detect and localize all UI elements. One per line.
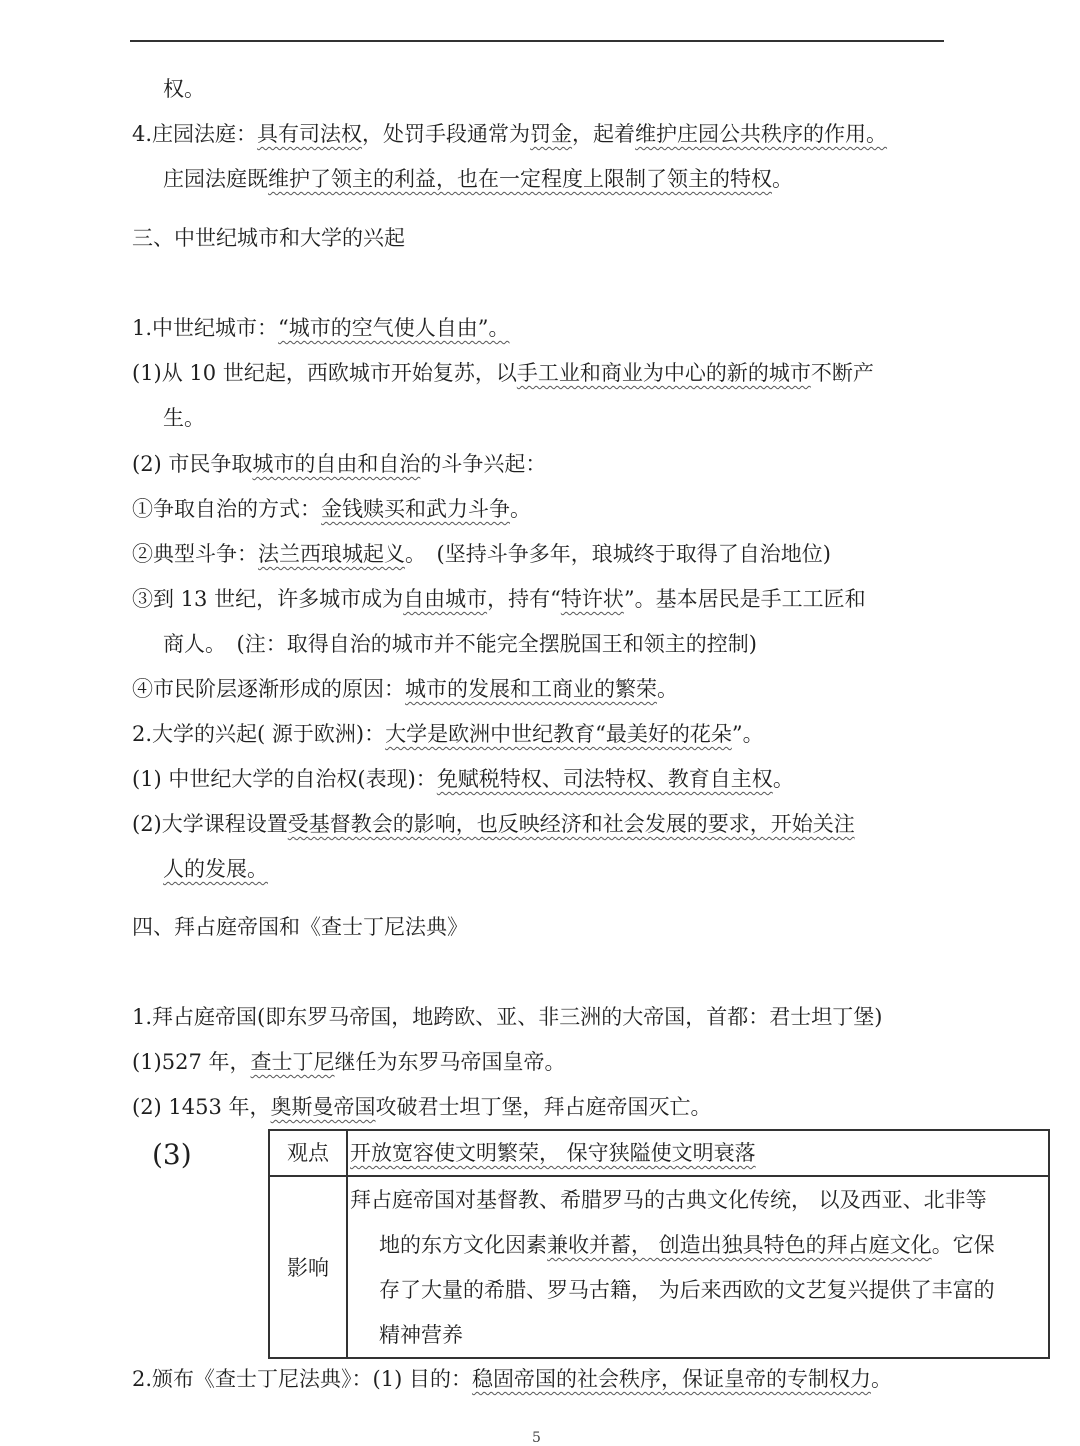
table-text-line: 精神营养 xyxy=(379,1323,463,1347)
underlined-keyword: 免赋税特权、司法特权、教育自主权 xyxy=(436,767,773,791)
underlined-keyword: 自由城市 xyxy=(403,587,488,611)
underlined-keyword: 兼收并蓄， 创造出独具特色的拜占庭文化 xyxy=(547,1233,932,1257)
text-line: 2.大学的兴起( 源于欧洲)：大学是欧洲中世纪教育“最美好的花朵”。 xyxy=(132,722,764,746)
section-heading: 四、拜占庭帝国和《查士丁尼法典》 xyxy=(132,915,468,939)
text-line: 1.中世纪城市：“城市的空气使人自由”。 xyxy=(132,316,510,340)
underlined-keyword: 特许状 xyxy=(560,587,624,611)
underlined-keyword: 开放宽容使文明繁荣， 保守狭隘使文明衰落 xyxy=(350,1141,756,1165)
table-row xyxy=(269,1130,1049,1176)
text-line: 4.庄园法庭：具有司法权，处罚手段通常为罚金，起着维护庄园公共秩序的作用。 xyxy=(132,122,888,146)
underlined-keyword: 手工业和商业为中心的新的城市 xyxy=(516,361,811,385)
underlined-keyword: 受基督教会的影响，也反映经济和社会发展的要求，开始关注 xyxy=(287,812,855,836)
underlined-keyword: 维护庄园公共秩序的作用。 xyxy=(635,122,888,146)
top-rule xyxy=(130,40,944,42)
text-line: 2.颁布《查士丁尼法典》：(1) 目的：稳固帝国的社会秩序，保证皇帝的专制权力。 xyxy=(132,1367,892,1391)
section-heading: 三、中世纪城市和大学的兴起 xyxy=(132,226,405,250)
byzantine-table xyxy=(268,1129,1050,1359)
text-line: (1)527 年，查士丁尼继任为东罗马帝国皇帝。 xyxy=(132,1050,566,1074)
underlined-keyword: 罚金 xyxy=(530,122,573,146)
text-line: (1) 中世纪大学的自治权(表现)：免赋税特权、司法特权、教育自主权。 xyxy=(132,767,794,791)
text-line: (2) 1453 年，奥斯曼帝国攻破君士坦丁堡，拜占庭帝国灭亡。 xyxy=(132,1095,712,1119)
text-line: (1)从 10 世纪起，西欧城市开始复苏，以手工业和商业为中心的新的城市不断产 xyxy=(132,361,874,385)
underlined-keyword: 稳固帝国的社会秩序，保证皇帝的专制权力 xyxy=(471,1367,871,1391)
underlined-keyword: 维护了领主的利益，也在一定程度上限制了领主的特权 xyxy=(268,167,772,191)
page-number: 5 xyxy=(532,1430,541,1446)
text-line: 商人。 (注：取得自治的城市并不能完全摆脱国王和领主的控制) xyxy=(163,632,757,656)
table-value-cell xyxy=(347,1176,1049,1358)
text-line: ④市民阶层逐渐形成的原因：城市的发展和工商业的繁荣。 xyxy=(132,677,678,701)
text-line: ①争取自治的方式：金钱赎买和武力斗争。 xyxy=(132,497,531,521)
table-label-cell: 观点 xyxy=(269,1130,347,1176)
text-line: 庄园法庭既维护了领主的利益，也在一定程度上限制了领主的特权。 xyxy=(163,167,793,191)
table-label-cell: 影响 xyxy=(269,1176,347,1358)
text-line: 生。 xyxy=(163,406,205,430)
underlined-keyword: 大学是欧洲中世纪教育“最美好的花朵 xyxy=(385,722,732,746)
text-line: ②典型斗争：法兰西琅城起义。 (坚持斗争多年，琅城终于取得了自治地位) xyxy=(132,542,831,566)
text-line: (2) 市民争取城市的自由和自治的斗争兴起： xyxy=(132,452,547,476)
underlined-keyword: 城市的自由和自治 xyxy=(252,452,421,476)
underlined-keyword: 奥斯曼帝国 xyxy=(270,1095,376,1119)
underlined-keyword: 查士丁尼 xyxy=(250,1050,335,1074)
table-text-line: 拜占庭帝国对基督教、希腊罗马的古典文化传统， 以及西亚、北非等 xyxy=(350,1188,987,1212)
text-line: ③到 13 世纪，许多城市成为自由城市，持有“特许状”。基本居民是手工工匠和 xyxy=(132,587,866,611)
underlined-keyword: 具有司法权 xyxy=(257,122,363,146)
underlined-keyword: 法兰西琅城起义 xyxy=(258,542,405,566)
underlined-keyword: “城市的空气使人自由”。 xyxy=(278,316,510,340)
underlined-keyword: 人的发展。 xyxy=(163,857,268,881)
item-number: (3) xyxy=(152,1138,192,1171)
table-row xyxy=(269,1176,1049,1358)
underlined-keyword: 城市的发展和工商业的繁荣 xyxy=(405,677,657,701)
underlined-keyword: 金钱赎买和武力斗争 xyxy=(321,497,510,521)
text-line xyxy=(163,854,268,884)
text-line: 权。 xyxy=(163,77,205,101)
text-line: (2)大学课程设置受基督教会的影响，也反映经济和社会发展的要求，开始关注 xyxy=(132,812,855,836)
table-text-line: 存了大量的希腊、罗马古籍， 为后来西欧的文艺复兴提供了丰富的 xyxy=(379,1278,995,1302)
table-value-cell xyxy=(347,1130,1049,1176)
text-line: 1.拜占庭帝国(即东罗马帝国，地跨欧、亚、非三洲的大帝国，首都：君士坦丁堡) xyxy=(132,1005,883,1029)
table-text-line: 地的东方文化因素兼收并蓄， 创造出独具特色的拜占庭文化。它保 xyxy=(379,1233,995,1257)
